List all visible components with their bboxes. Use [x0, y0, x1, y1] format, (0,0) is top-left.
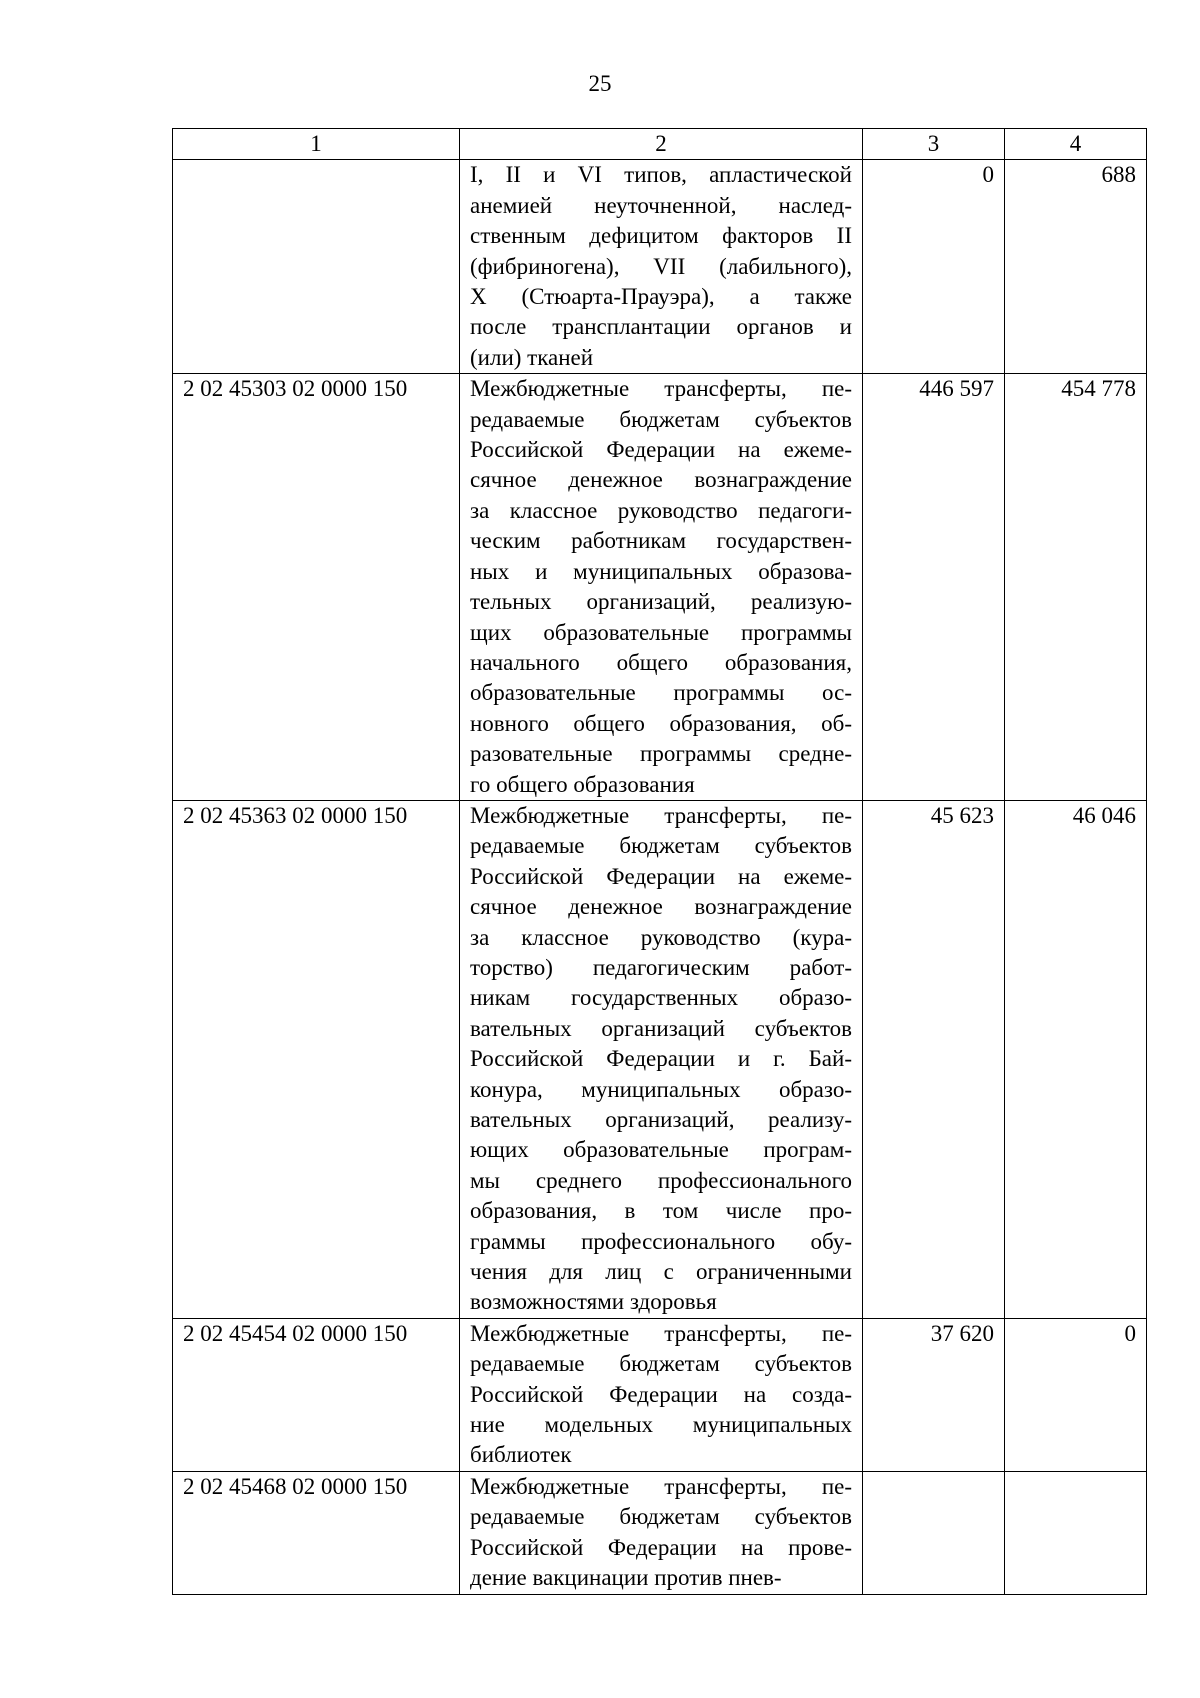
- description-line: тельных организаций, реализую-: [470, 589, 852, 615]
- budget-code-cell: 2 02 45303 02 0000 150: [173, 374, 460, 801]
- description-line: чения для лиц с ограниченными: [470, 1259, 852, 1285]
- description-line: I, II и VI типов, апластической: [470, 162, 852, 188]
- value-cell-col4: [1005, 1471, 1147, 1594]
- description-line: (или) тканей: [470, 344, 594, 370]
- budget-table: [172, 128, 1147, 1595]
- description-line: го общего образования: [470, 771, 695, 797]
- table-header: [173, 129, 1147, 160]
- description-line: библиотек: [470, 1442, 572, 1468]
- description-cell: [460, 1471, 863, 1594]
- value-cell-col4: 454 778: [1005, 374, 1147, 801]
- description-line: редаваемые бюджетам субъектов: [470, 1504, 852, 1530]
- description-line: никам государственных образо-: [470, 985, 852, 1011]
- value-cell-col4: 46 046: [1005, 800, 1147, 1318]
- table-row: [173, 800, 1147, 1318]
- description-line: ственным дефицитом факторов II: [470, 223, 852, 249]
- budget-code-cell: 2 02 45454 02 0000 150: [173, 1318, 460, 1471]
- description-line: разовательные программы средне-: [470, 741, 852, 767]
- value-cell-col3: 446 597: [863, 374, 1005, 801]
- description-line: сячное денежное вознаграждение: [470, 467, 852, 493]
- value-cell-col4: 688: [1005, 160, 1147, 374]
- description-line: вательных организаций субъектов: [470, 1015, 852, 1041]
- description-line: Российской Федерации на ежеме-: [470, 863, 852, 889]
- header-cell-1: 1: [173, 129, 460, 160]
- description-line: новного общего образования, об-: [470, 710, 852, 736]
- value-cell-col3: 45 623: [863, 800, 1005, 1318]
- description-cell: [460, 800, 863, 1318]
- description-line: возможностями здоровья: [470, 1289, 717, 1315]
- description-line: редаваемые бюджетам субъектов: [470, 1351, 852, 1377]
- description-line: конура, муниципальных образо-: [470, 1076, 852, 1102]
- budget-code-cell: 2 02 45468 02 0000 150: [173, 1471, 460, 1594]
- description-line: X (Стюарта-Прауэра), а также: [470, 284, 852, 310]
- description-line: Межбюджетные трансферты, пе-: [470, 376, 852, 402]
- description-line: (фибриногена), VII (лабильного),: [470, 253, 852, 279]
- description-line: начального общего образования,: [470, 649, 852, 675]
- table-row: [173, 1318, 1147, 1471]
- value-cell-col3: 0: [863, 160, 1005, 374]
- description-line: редаваемые бюджетам субъектов: [470, 833, 852, 859]
- description-line: Межбюджетные трансферты, пе-: [470, 1473, 852, 1499]
- description-line: граммы профессионального обу-: [470, 1228, 852, 1254]
- description-line: ческим работникам государствен-: [470, 528, 852, 554]
- header-row: [173, 129, 1147, 160]
- description-line: Российской Федерации на созда-: [470, 1381, 852, 1407]
- description-line: Российской Федерации и г. Бай-: [470, 1046, 852, 1072]
- description-line: образования, в том числе про-: [470, 1198, 852, 1224]
- description-line: анемией неуточненной, наслед-: [470, 192, 852, 218]
- budget-code-cell: [173, 160, 460, 374]
- description-line: мы среднего профессионального: [470, 1167, 852, 1193]
- description-line: торство) педагогическим работ-: [470, 954, 852, 980]
- description-line: образовательные программы ос-: [470, 680, 852, 706]
- description-line: ющих образовательные програм-: [470, 1137, 852, 1163]
- page-number: 25: [588, 71, 612, 96]
- description-line: редаваемые бюджетам субъектов: [470, 406, 852, 432]
- description-line: Российской Федерации на прове-: [470, 1534, 852, 1560]
- description-cell: [460, 374, 863, 801]
- value-cell-col4: 0: [1005, 1318, 1147, 1471]
- value-cell-col3: [863, 1471, 1005, 1594]
- description-line: дение вакцинации против пнев-: [470, 1565, 782, 1591]
- budget-code-cell: 2 02 45363 02 0000 150: [173, 800, 460, 1318]
- description-line: Российской Федерации на ежеме-: [470, 437, 852, 463]
- description-cell: [460, 1318, 863, 1471]
- description-cell: [460, 160, 863, 374]
- description-line: сячное денежное вознаграждение: [470, 894, 852, 920]
- description-line: Межбюджетные трансферты, пе-: [470, 802, 852, 828]
- table-row: [173, 374, 1147, 801]
- table-row: [173, 160, 1147, 374]
- description-line: щих образовательные программы: [470, 619, 852, 645]
- description-line: за классное руководство педагоги-: [470, 497, 852, 523]
- table-body: [173, 160, 1147, 1594]
- table-row: [173, 1471, 1147, 1594]
- description-line: после трансплантации органов и: [470, 314, 852, 340]
- header-cell-3: 3: [863, 129, 1005, 160]
- header-cell-2: 2: [460, 129, 863, 160]
- description-line: ние модельных муниципальных: [470, 1412, 852, 1438]
- description-line: ных и муниципальных образова-: [470, 558, 852, 584]
- description-line: за классное руководство (кура-: [470, 924, 852, 950]
- value-cell-col3: 37 620: [863, 1318, 1005, 1471]
- description-line: вательных организаций, реализу-: [470, 1107, 852, 1132]
- header-cell-4: 4: [1005, 129, 1147, 160]
- description-line: Межбюджетные трансферты, пе-: [470, 1320, 852, 1346]
